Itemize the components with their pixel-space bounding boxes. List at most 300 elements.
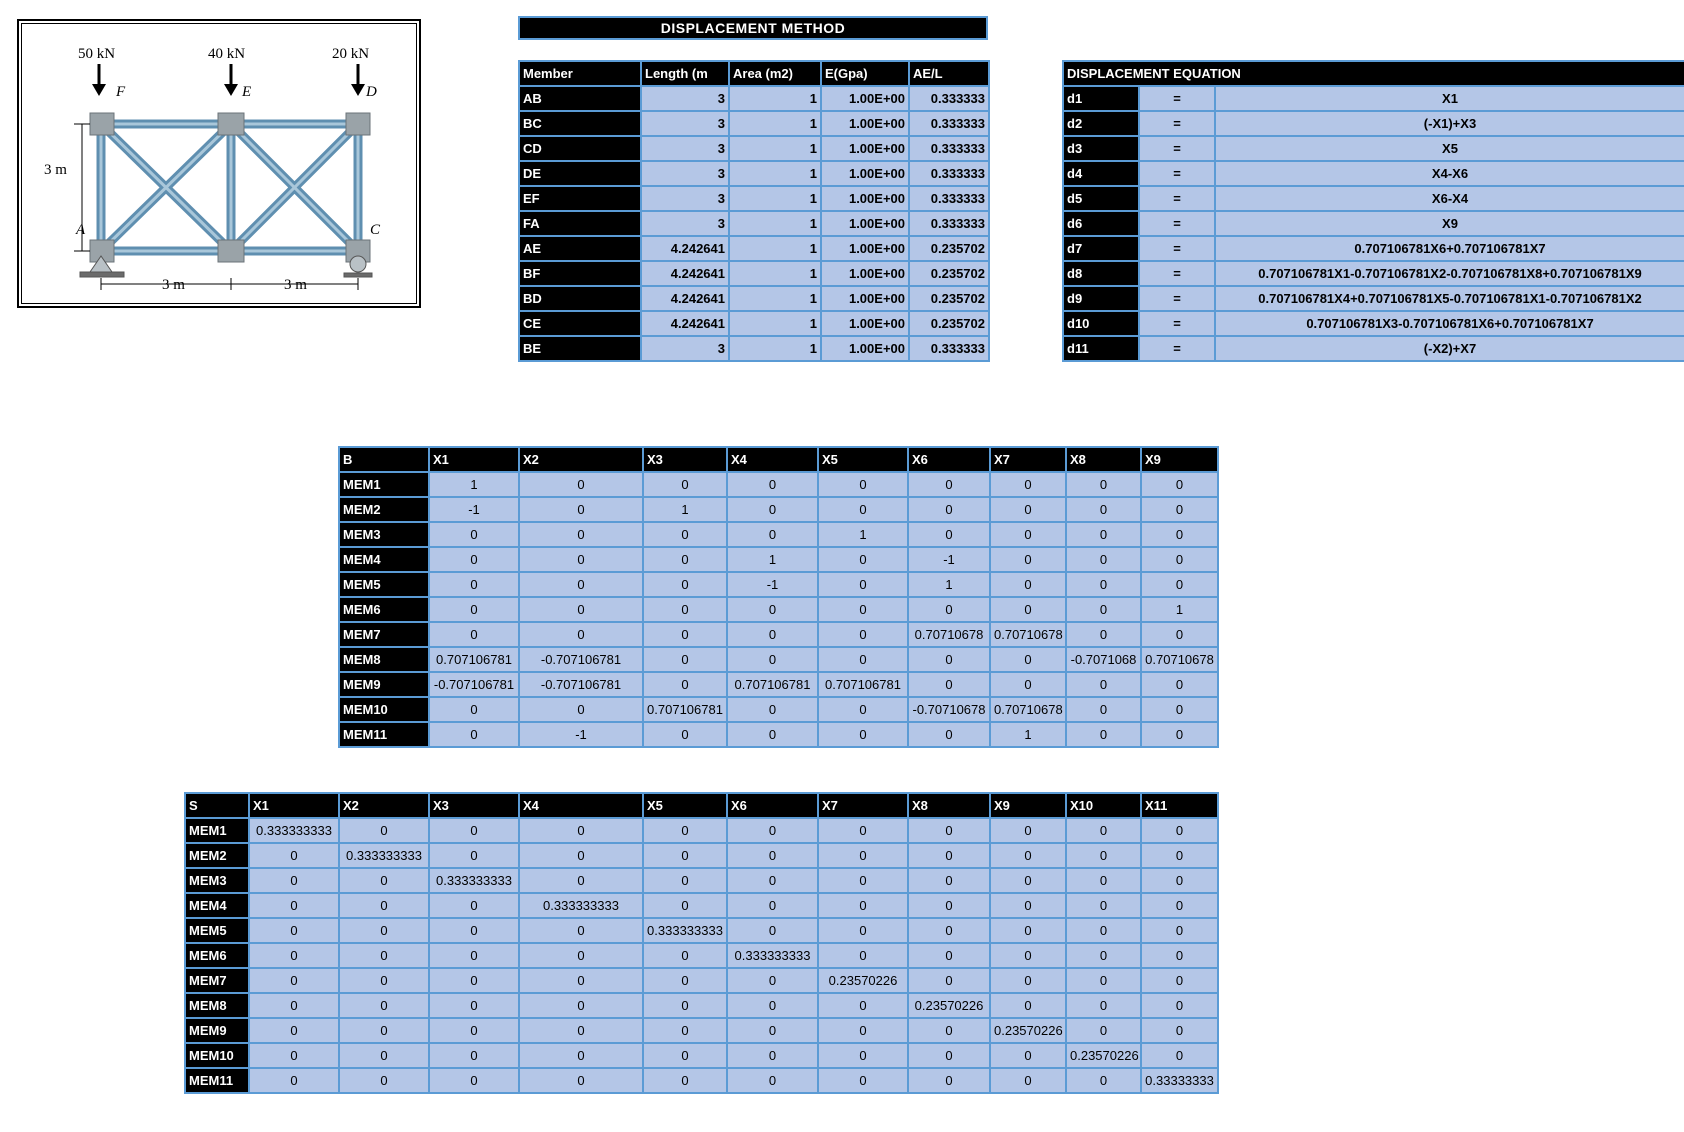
matrix-cell: 0	[429, 572, 519, 597]
member-value: 0.235702	[909, 261, 989, 286]
matrix-cell: 0	[818, 843, 908, 868]
member-value: 0.333333	[909, 211, 989, 236]
matrix-cell: 0	[643, 968, 727, 993]
member-value: 3	[641, 136, 729, 161]
matrix-cell: 0	[727, 1068, 818, 1093]
matrix-cell: 0	[429, 1043, 519, 1068]
matrix-cell: 0	[1066, 472, 1141, 497]
member-value: 1.00E+00	[821, 136, 909, 161]
table-row	[185, 918, 1218, 943]
matrix-cell: 0	[643, 843, 727, 868]
member-value: 3	[641, 161, 729, 186]
member-name: AB	[519, 86, 641, 111]
matrix-cell: 0	[908, 472, 990, 497]
displacement-expression: (-X2)+X7	[1215, 336, 1684, 361]
table-row	[519, 186, 989, 211]
node-label-a: A	[76, 222, 86, 238]
matrix-cell: 0.333333333	[643, 918, 727, 943]
displacement-label: d5	[1063, 186, 1139, 211]
displacement-expression: 0.707106781X4+0.707106781X5-0.707106781X1-0.707106781X2	[1215, 286, 1684, 311]
b-matrix-table	[338, 446, 1219, 748]
row-label: MEM10	[185, 1043, 249, 1068]
matrix-cell: 0	[249, 868, 339, 893]
matrix-cell: 0	[1066, 622, 1141, 647]
equals-sign: =	[1139, 236, 1215, 261]
matrix-cell: 0	[818, 993, 908, 1018]
table-header-row	[339, 447, 1218, 472]
member-value: 1	[729, 286, 821, 311]
matrix-cell: 0	[818, 722, 908, 747]
matrix-cell: 0	[1066, 868, 1141, 893]
member-value: 0.333333	[909, 86, 989, 111]
matrix-cell: 0	[643, 818, 727, 843]
displacement-label: d11	[1063, 336, 1139, 361]
matrix-cell: 0	[1066, 497, 1141, 522]
column-header: Area (m2)	[729, 61, 821, 86]
displacement-expression: X1	[1215, 86, 1684, 111]
table-row	[339, 647, 1218, 672]
member-value: 1	[729, 186, 821, 211]
column-header: X8	[1066, 447, 1141, 472]
matrix-cell: 0	[519, 472, 643, 497]
matrix-cell: 0.707106781	[727, 672, 818, 697]
matrix-cell: 0	[339, 918, 429, 943]
column-header: X1	[429, 447, 519, 472]
matrix-cell: 0	[339, 1018, 429, 1043]
matrix-cell: -1	[908, 547, 990, 572]
matrix-corner-label: S	[185, 793, 249, 818]
matrix-cell: 0	[818, 547, 908, 572]
member-value: 1.00E+00	[821, 161, 909, 186]
displacement-expression: X4-X6	[1215, 161, 1684, 186]
matrix-cell: 0	[249, 968, 339, 993]
member-name: BC	[519, 111, 641, 136]
matrix-cell: 0	[1066, 968, 1141, 993]
matrix-cell: 0	[1141, 943, 1218, 968]
row-label: MEM2	[339, 497, 429, 522]
matrix-cell: 0	[519, 547, 643, 572]
column-header: X11	[1141, 793, 1218, 818]
column-header: Member	[519, 61, 641, 86]
table-row	[519, 311, 989, 336]
table-row	[519, 111, 989, 136]
row-label: MEM1	[339, 472, 429, 497]
matrix-cell: 0	[429, 547, 519, 572]
matrix-cell: -0.707106781	[429, 672, 519, 697]
matrix-cell: 0	[249, 893, 339, 918]
matrix-cell: 0	[1141, 497, 1218, 522]
matrix-cell: 0	[429, 622, 519, 647]
matrix-cell: 0.23570226	[1066, 1043, 1141, 1068]
displacement-expression: X5	[1215, 136, 1684, 161]
matrix-cell: 0.23570226	[990, 1018, 1066, 1043]
member-value: 1.00E+00	[821, 86, 909, 111]
member-value: 3	[641, 211, 729, 236]
matrix-cell: 0	[990, 472, 1066, 497]
matrix-cell: 1	[727, 547, 818, 572]
member-name: BF	[519, 261, 641, 286]
matrix-cell: 0	[990, 968, 1066, 993]
matrix-cell: 0	[643, 547, 727, 572]
matrix-cell: 0	[1066, 893, 1141, 918]
matrix-cell: 0	[643, 722, 727, 747]
member-value: 0.333333	[909, 336, 989, 361]
matrix-cell: 0	[908, 522, 990, 547]
column-header: X4	[519, 793, 643, 818]
member-value: 0.333333	[909, 136, 989, 161]
equals-sign: =	[1139, 211, 1215, 236]
matrix-cell: 0	[1066, 697, 1141, 722]
matrix-cell: 0	[1066, 843, 1141, 868]
matrix-cell: 0	[1141, 472, 1218, 497]
member-value: 4.242641	[641, 236, 729, 261]
displacement-label: d8	[1063, 261, 1139, 286]
matrix-cell: 0.70710678	[990, 622, 1066, 647]
load-label-1: 50 kN	[78, 46, 116, 62]
matrix-cell: 0	[643, 943, 727, 968]
member-value: 1.00E+00	[821, 336, 909, 361]
node-label-f: F	[116, 84, 126, 100]
member-value: 1	[729, 136, 821, 161]
matrix-cell: 0	[908, 1068, 990, 1093]
matrix-cell: 0	[727, 843, 818, 868]
table-row	[1063, 286, 1684, 311]
member-value: 1.00E+00	[821, 311, 909, 336]
matrix-cell: 0	[818, 472, 908, 497]
member-name: DE	[519, 161, 641, 186]
member-value: 1.00E+00	[821, 186, 909, 211]
matrix-cell: 0	[908, 672, 990, 697]
pin-support-a	[80, 256, 124, 277]
table-row	[519, 86, 989, 111]
matrix-cell: 0.333333333	[249, 818, 339, 843]
matrix-cell: 0.333333333	[429, 868, 519, 893]
matrix-cell: 0.23570226	[818, 968, 908, 993]
matrix-cell: 0	[908, 1018, 990, 1043]
displacement-method-title: DISPLACEMENT METHOD	[518, 16, 988, 40]
table-row	[1063, 211, 1684, 236]
matrix-cell: 0	[990, 943, 1066, 968]
matrix-cell: 0	[727, 893, 818, 918]
row-label: MEM9	[185, 1018, 249, 1043]
matrix-cell: 0	[1066, 572, 1141, 597]
table-row	[339, 472, 1218, 497]
matrix-cell: 0	[1141, 622, 1218, 647]
matrix-cell: 0	[519, 993, 643, 1018]
matrix-cell: 0	[643, 1018, 727, 1043]
matrix-cell: 0	[727, 993, 818, 1018]
column-header: E(Gpa)	[821, 61, 909, 86]
matrix-cell: 0	[990, 893, 1066, 918]
matrix-cell: -1	[727, 572, 818, 597]
member-value: 3	[641, 86, 729, 111]
row-label: MEM11	[185, 1068, 249, 1093]
table-row	[519, 136, 989, 161]
matrix-cell: 0	[249, 843, 339, 868]
table-row	[519, 286, 989, 311]
table-row	[185, 843, 1218, 868]
table-row	[339, 522, 1218, 547]
matrix-cell: 0	[990, 597, 1066, 622]
matrix-cell: 0	[339, 1043, 429, 1068]
matrix-cell: 0	[818, 943, 908, 968]
truss-diagram	[22, 24, 416, 303]
column-header: X5	[643, 793, 727, 818]
equals-sign: =	[1139, 86, 1215, 111]
column-header: X9	[1141, 447, 1218, 472]
matrix-cell: 0.333333333	[727, 943, 818, 968]
matrix-cell: 0	[990, 572, 1066, 597]
matrix-cell: 0	[1141, 572, 1218, 597]
member-value: 0.235702	[909, 236, 989, 261]
matrix-cell: 0	[908, 843, 990, 868]
column-header: AE/L	[909, 61, 989, 86]
member-name: AE	[519, 236, 641, 261]
matrix-cell: 0	[1066, 722, 1141, 747]
matrix-cell: -0.70710678	[908, 697, 990, 722]
displacement-label: d9	[1063, 286, 1139, 311]
matrix-cell: 0	[818, 647, 908, 672]
equals-sign: =	[1139, 286, 1215, 311]
matrix-cell: 0	[519, 497, 643, 522]
matrix-cell: 0.707106781	[429, 647, 519, 672]
matrix-cell: 0	[643, 572, 727, 597]
table-header-row	[519, 61, 989, 86]
table-row	[1063, 261, 1684, 286]
matrix-cell: 0	[990, 868, 1066, 893]
table-header-row	[1063, 61, 1684, 86]
member-value: 0.333333	[909, 186, 989, 211]
member-value: 0.333333	[909, 161, 989, 186]
matrix-cell: 0	[908, 968, 990, 993]
member-value: 3	[641, 186, 729, 211]
matrix-cell: 0	[1141, 843, 1218, 868]
column-header: X4	[727, 447, 818, 472]
truss-figure	[18, 20, 420, 307]
matrix-cell: 0	[429, 968, 519, 993]
equals-sign: =	[1139, 136, 1215, 161]
matrix-cell: 0	[1141, 1018, 1218, 1043]
matrix-cell: 0	[339, 818, 429, 843]
table-row	[339, 622, 1218, 647]
row-label: MEM5	[339, 572, 429, 597]
node-label-e: E	[242, 84, 252, 100]
matrix-cell: -1	[429, 497, 519, 522]
matrix-cell: 0	[429, 993, 519, 1018]
table-row	[185, 968, 1218, 993]
matrix-cell: 0	[643, 1043, 727, 1068]
member-value: 1	[729, 261, 821, 286]
table-row	[339, 672, 1218, 697]
matrix-cell: 0	[429, 722, 519, 747]
member-name: FA	[519, 211, 641, 236]
matrix-cell: 0	[339, 893, 429, 918]
matrix-cell: 0	[249, 993, 339, 1018]
matrix-cell: 0	[249, 1018, 339, 1043]
matrix-cell: 0	[727, 1043, 818, 1068]
displacement-expression: (-X1)+X3	[1215, 111, 1684, 136]
matrix-cell: 0.707106781	[818, 672, 908, 697]
matrix-cell: 0	[1066, 522, 1141, 547]
table-row	[1063, 86, 1684, 111]
column-header: X5	[818, 447, 908, 472]
matrix-cell: 0	[818, 497, 908, 522]
matrix-cell: 0.707106781	[643, 697, 727, 722]
table-row	[1063, 111, 1684, 136]
row-label: MEM7	[185, 968, 249, 993]
matrix-cell: 0	[908, 818, 990, 843]
row-label: MEM6	[339, 597, 429, 622]
matrix-cell: 0	[727, 968, 818, 993]
member-value: 1	[729, 311, 821, 336]
matrix-cell: 0	[908, 918, 990, 943]
column-header: X3	[429, 793, 519, 818]
equals-sign: =	[1139, 186, 1215, 211]
matrix-cell: 0	[429, 597, 519, 622]
matrix-cell: 0	[818, 918, 908, 943]
table-row	[339, 547, 1218, 572]
matrix-cell: 0	[643, 672, 727, 697]
column-header: Length (m	[641, 61, 729, 86]
matrix-cell: 0	[727, 497, 818, 522]
displacement-label: d10	[1063, 311, 1139, 336]
matrix-cell: 0	[990, 672, 1066, 697]
matrix-cell: 1	[643, 497, 727, 522]
member-value: 3	[641, 336, 729, 361]
matrix-cell: 0	[339, 1068, 429, 1093]
matrix-cell: 0.333333333	[519, 893, 643, 918]
member-value: 1.00E+00	[821, 111, 909, 136]
column-header: X3	[643, 447, 727, 472]
matrix-cell: 0	[727, 722, 818, 747]
member-name: CD	[519, 136, 641, 161]
matrix-cell: 0	[1141, 1043, 1218, 1068]
matrix-cell: 1	[1141, 597, 1218, 622]
member-value: 1	[729, 336, 821, 361]
matrix-cell: 0	[727, 472, 818, 497]
matrix-cell: 0	[818, 893, 908, 918]
matrix-cell: 0	[519, 943, 643, 968]
matrix-cell: 0	[519, 622, 643, 647]
matrix-cell: 0	[643, 622, 727, 647]
matrix-cell: 0.70710678	[908, 622, 990, 647]
member-value: 4.242641	[641, 286, 729, 311]
matrix-cell: 0	[643, 993, 727, 1018]
matrix-cell: 0	[990, 843, 1066, 868]
matrix-cell: 0	[339, 943, 429, 968]
matrix-cell: 0	[1066, 943, 1141, 968]
matrix-cell: 0	[519, 1018, 643, 1043]
matrix-cell: 0	[643, 472, 727, 497]
table-row	[185, 1043, 1218, 1068]
matrix-cell: 0	[429, 1018, 519, 1043]
matrix-cell: 0	[818, 868, 908, 893]
equals-sign: =	[1139, 261, 1215, 286]
matrix-cell: 0.33333333	[1141, 1068, 1218, 1093]
matrix-cell: 0	[818, 697, 908, 722]
table-row	[1063, 161, 1684, 186]
displacement-label: d2	[1063, 111, 1139, 136]
table-row	[1063, 336, 1684, 361]
matrix-cell: 0	[990, 547, 1066, 572]
matrix-cell: 0	[1141, 893, 1218, 918]
matrix-cell: 0	[818, 1018, 908, 1043]
member-value: 0.235702	[909, 286, 989, 311]
matrix-cell: 0	[818, 818, 908, 843]
row-label: MEM3	[185, 868, 249, 893]
equals-sign: =	[1139, 336, 1215, 361]
matrix-cell: 0	[519, 868, 643, 893]
matrix-cell: 0	[1141, 697, 1218, 722]
span-dimension-label-1: 3 m	[162, 277, 185, 293]
equals-sign: =	[1139, 311, 1215, 336]
matrix-cell: 0	[519, 918, 643, 943]
row-label: MEM8	[185, 993, 249, 1018]
matrix-cell: 0	[818, 572, 908, 597]
matrix-cell: 0.70710678	[1141, 647, 1218, 672]
matrix-cell: 0	[990, 993, 1066, 1018]
matrix-cell: 0	[339, 968, 429, 993]
displacement-expression: X9	[1215, 211, 1684, 236]
matrix-cell: 0	[727, 818, 818, 843]
displacement-expression: 0.707106781X6+0.707106781X7	[1215, 236, 1684, 261]
table-row	[1063, 186, 1684, 211]
matrix-cell: 0	[1141, 547, 1218, 572]
matrix-cell: -0.707106781	[519, 672, 643, 697]
member-value: 0.235702	[909, 311, 989, 336]
matrix-cell: 0	[727, 622, 818, 647]
table-row	[519, 336, 989, 361]
matrix-cell: 0	[339, 868, 429, 893]
matrix-cell: 0	[1066, 1068, 1141, 1093]
member-value: 1.00E+00	[821, 236, 909, 261]
table-row	[1063, 236, 1684, 261]
matrix-cell: 0	[908, 868, 990, 893]
matrix-cell: 0	[643, 597, 727, 622]
member-name: BD	[519, 286, 641, 311]
displacement-equation-table	[1062, 60, 1684, 362]
table-row	[185, 943, 1218, 968]
matrix-cell: 0	[727, 522, 818, 547]
member-name: CE	[519, 311, 641, 336]
matrix-cell: 1	[990, 722, 1066, 747]
table-row	[339, 722, 1218, 747]
row-label: MEM9	[339, 672, 429, 697]
matrix-cell: 0.70710678	[990, 697, 1066, 722]
table-row	[339, 572, 1218, 597]
matrix-cell: 0	[643, 647, 727, 672]
matrix-cell: 0	[990, 522, 1066, 547]
matrix-cell: 0	[519, 843, 643, 868]
displacement-label: d1	[1063, 86, 1139, 111]
row-label: MEM7	[339, 622, 429, 647]
matrix-cell: 0	[818, 622, 908, 647]
matrix-cell: -0.707106781	[519, 647, 643, 672]
member-name: BE	[519, 336, 641, 361]
matrix-cell: 0	[519, 1043, 643, 1068]
member-value: 4.242641	[641, 261, 729, 286]
matrix-cell: 0	[1141, 818, 1218, 843]
member-value: 4.242641	[641, 311, 729, 336]
matrix-cell: 0	[908, 722, 990, 747]
matrix-cell: 0	[990, 1068, 1066, 1093]
matrix-cell: 0	[429, 697, 519, 722]
column-header: X6	[908, 447, 990, 472]
table-row	[1063, 136, 1684, 161]
matrix-cell: 0	[429, 1068, 519, 1093]
matrix-cell: 0	[643, 1068, 727, 1093]
column-header: X2	[339, 793, 429, 818]
